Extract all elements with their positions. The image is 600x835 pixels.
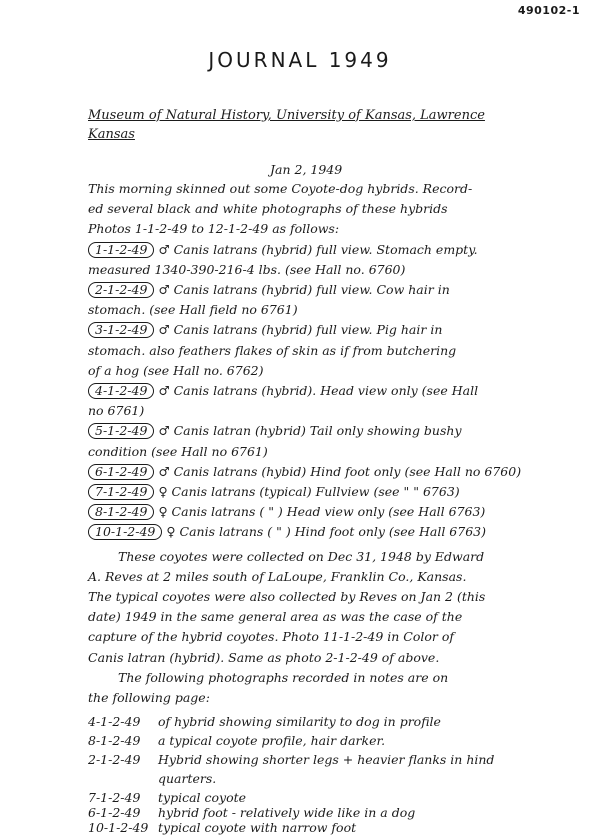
note-text: quarters. — [158, 771, 217, 787]
note-text: hybrid foot - relatively wide like in a dog — [158, 805, 416, 821]
photo-entry — [88, 302, 298, 317]
photo-entry — [88, 242, 478, 258]
photo-description: stomach. also feathers flakes of skin as if from butchering — [88, 342, 457, 358]
note-photo-id: 6-1-2-49 — [88, 805, 141, 821]
paragraph-line: The typical coyotes were also collected by Reves on Jan 2 (this — [88, 589, 486, 604]
photo-id-circled: 4-1-2-49 — [88, 383, 154, 399]
photo-id-circled: 10-1-2-49 — [88, 524, 162, 540]
note-photo-id: 4-1-2-49 — [88, 714, 141, 730]
paragraph-line: Canis latran (hybrid). Same as photo 2-1-2-49 of above. — [88, 649, 440, 665]
paragraph-line: The following photographs recorded in notes are on — [118, 669, 449, 685]
note-text: typical coyote with narrow foot — [158, 820, 357, 835]
photo-id-circled: 5-1-2-49 — [88, 423, 154, 439]
photo-description: ♂ Canis latrans (hybid) Hind foot only (see Hall no 6760) — [158, 463, 522, 479]
page-title: JOURNAL 1949 — [208, 48, 392, 72]
institution-header — [88, 108, 588, 142]
note-entry — [88, 771, 598, 786]
catalog-stamp: 490102-1 — [517, 4, 580, 17]
photo-entry — [88, 504, 485, 520]
photo-description: ♂ Canis latrans (hybrid) full view. Stomach empty. — [158, 241, 478, 257]
photo-description: stomach. (see Hall field no 6761) — [88, 302, 298, 318]
note-text: of hybrid showing similarity to dog in profile — [158, 714, 441, 730]
photo-entry — [88, 262, 405, 277]
paragraph-line: the following page: — [88, 690, 210, 705]
note-entry — [88, 790, 598, 805]
note-text: a typical coyote profile, hair darker. — [158, 733, 386, 749]
intro-line: ed several black and white photographs of these hybrids — [88, 201, 448, 217]
photo-description: ♀ Canis latrans ( " ) Head view only (see Hall 6763) — [158, 504, 486, 520]
photo-description: of a hog (see Hall no. 6762) — [88, 362, 264, 378]
photo-entry — [88, 403, 144, 418]
photo-id-circled: 3-1-2-49 — [88, 322, 154, 338]
note-text: Hybrid showing shorter legs + heavier flanks in hind — [158, 752, 495, 768]
header-line-2: Kansas — [88, 127, 135, 142]
note-photo-id: 8-1-2-49 — [88, 733, 141, 749]
photo-entry — [88, 322, 442, 338]
photo-description: measured 1340-390-216-4 lbs. (see Hall no. 6760) — [88, 261, 406, 277]
photo-description: ♂ Canis latrans (hybrid) full view. Pig hair in — [158, 322, 443, 338]
photo-entry — [88, 484, 460, 500]
paragraph-line: capture of the hybrid coyotes. Photo 11-1-2-49 in Color of — [88, 629, 455, 645]
note-entry — [88, 714, 598, 729]
note-text: typical coyote — [158, 790, 247, 806]
photo-id-circled: 7-1-2-49 — [88, 484, 154, 500]
header-line-1: Museum of Natural History, University of Kansas, Lawrence — [88, 108, 485, 123]
entry-date: Jan 2, 1949 — [270, 162, 343, 177]
photo-id-circled: 1-1-2-49 — [88, 242, 154, 258]
paragraph-line: These coyotes were collected on Dec 31, 1948 by Edward — [118, 548, 485, 564]
photo-description: ♀ Canis latrans (typical) Fullview (see " " 6763) — [158, 484, 460, 499]
photo-entry — [88, 444, 268, 459]
intro-line: Photos 1-1-2-49 to 12-1-2-49 as follows: — [88, 221, 340, 237]
intro-line: This morning skinned out some Coyote-dog hybrids. Record- — [88, 181, 473, 196]
paragraph-line: A. Reves at 2 miles south of LaLoupe, Franklin Co., Kansas. — [88, 568, 467, 584]
photo-id-circled: 2-1-2-49 — [88, 282, 154, 298]
photo-id-circled: 6-1-2-49 — [88, 464, 154, 480]
photo-description: condition (see Hall no 6761) — [88, 443, 268, 459]
photo-description: ♂ Canis latrans (hybrid). Head view only (see Hall — [158, 383, 479, 398]
photo-entry — [88, 464, 521, 480]
note-photo-id: 10-1-2-49 — [88, 820, 149, 835]
photo-description: ♂ Canis latrans (hybrid) full view. Cow hair in — [158, 282, 450, 297]
note-entry — [88, 752, 598, 767]
note-entry — [88, 820, 598, 835]
note-photo-id: 7-1-2-49 — [88, 790, 141, 806]
photo-id-circled: 8-1-2-49 — [88, 504, 154, 520]
photo-entry — [88, 383, 478, 399]
photo-entry — [88, 343, 456, 358]
photo-description: no 6761) — [88, 403, 145, 419]
note-entry — [88, 733, 598, 748]
photo-entry — [88, 423, 462, 439]
note-photo-id: 2-1-2-49 — [88, 752, 141, 768]
photo-entry — [88, 524, 486, 540]
paragraph-line: date) 1949 in the same general area as was the case of the — [88, 609, 463, 625]
photo-entry — [88, 282, 450, 298]
photo-description: ♀ Canis latrans ( " ) Hind foot only (see Hall 6763) — [166, 524, 486, 540]
photo-entry — [88, 363, 263, 378]
note-entry — [88, 805, 598, 820]
photo-description: ♂ Canis latran (hybrid) Tail only showing bushy — [158, 423, 462, 439]
